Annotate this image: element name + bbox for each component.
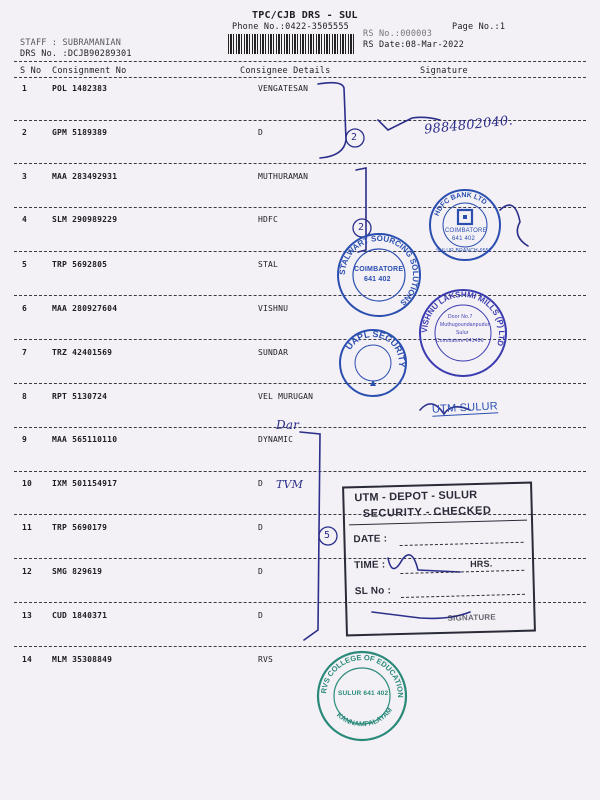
row-consignee: VISHNU [258,304,289,313]
hdfc-stamp-city: COIMBATORE [445,228,487,234]
column-header-sno: S No [20,66,42,76]
document-title: TPC/CJB DRS - SUL [252,10,358,21]
row-consignee: MUTHURAMAN [258,172,309,181]
row-consignee: D [258,128,264,137]
row-sno: 4 [22,215,28,224]
column-header-consignee: Consignee Details [240,66,331,76]
row-consignee: D [258,567,264,576]
row-consignment: SMG 829619 [52,567,103,576]
svg-text:KANNAMPALAYAM [335,707,394,728]
bracket-rows-9-13 [300,432,320,640]
row-consignee: VEL MURUGAN [258,392,314,401]
row-sno: 1 [22,84,28,93]
rs-date: RS Date:08-Mar-2022 [363,40,465,50]
uapl-security-stamp [338,328,408,398]
uapl-stamp-ring [338,328,408,398]
row-consignee: HDFC [258,215,279,224]
row-sno: 2 [22,128,28,137]
row-sno: 14 [22,655,33,664]
vishnu-stamp-ring-text: VISHNU LAKSHMI MILLS (P) LTD [419,289,507,348]
row-consignment: GPM 5189389 [52,128,108,137]
uapl-stamp-ring-text: UAPL SECURITY [343,328,408,368]
hdfc-stamp-code: 641 402 [452,236,476,242]
row-consignment: MAA 283492931 [52,172,118,181]
row-consignment: TRZ 42401569 [52,348,113,357]
handwritten-count: 2 [351,132,358,143]
row-consignee: DYNAMIC [258,435,294,444]
handwritten-count: 5 [324,530,331,541]
handwritten-initials: TVM [276,478,304,491]
row-consignment: MAA 280927604 [52,304,118,313]
signature-scribble [500,205,528,246]
hdfc-bank-stamp [428,188,502,262]
row-sno: 5 [22,260,28,269]
row-consignee: D [258,611,264,620]
stalwart-stamp-code: 641 402 [364,276,391,283]
row-consignment: TRP 5692805 [52,260,108,269]
row-consignment: MAA 565110110 [52,435,118,444]
vishnu-stamp-line: Sulur [456,330,469,336]
stalwart-stamp-city: COIMBATORE [354,266,404,273]
handwritten-initials: Dar [276,418,300,432]
rs-number: RS No.:000003 [363,29,433,39]
row-consignee: D [258,479,264,488]
utm-depot-sl-label: SL No : [354,585,392,598]
vishnu-stamp-line: Door No.7 [448,314,473,320]
rvs-college-stamp [316,650,408,742]
row-sno: 12 [22,567,33,576]
row-consignee: D [258,523,264,532]
rvs-stamp-city: SULUR 641 402 [338,690,389,697]
drs-number: DRS No. :DCJB90289301 [20,49,132,59]
utm-depot-subtitle: SECURITY - CHECKED [362,504,492,520]
handwritten-count: 2 [358,222,365,233]
bracket-rows-1-2 [318,83,346,158]
rvs-stamp-bottom: KANNAMPALAYAM [335,706,394,729]
row-consignment: POL 1482383 [52,84,108,93]
vishnu-lakshmi-stamp [418,288,508,378]
svg-text:UAPL SECURITY [344,329,408,368]
row-sno: 13 [22,611,33,620]
utm-depot-date-label: DATE : [353,533,388,546]
row-sno: 7 [22,348,28,357]
rvs-stamp-top: RVS COLLEGE OF EDUCATION [319,652,406,698]
stalwart-stamp-ring [336,232,422,318]
row-sno: 9 [22,435,28,444]
utm-sulur-stamp: UTM SULUR [431,400,499,416]
svg-text:HDFC BANK LTD [434,192,488,217]
phone-number: Phone No.:0422-3505555 [232,22,349,32]
staff-name: STAFF : SUBRAMANIAN [20,38,122,48]
row-consignee: STAL [258,260,279,269]
vishnu-stamp-line: Muthugoundanpudur [440,322,490,328]
utm-depot-hrs-label: HRS. [470,558,493,570]
page-number: Page No.:1 [452,22,506,32]
row-sno: 10 [22,479,33,488]
vishnu-stamp-line: Coimbatore-641406 [436,338,484,344]
row-consignee: VENGATESAN [258,84,309,93]
column-header-consignment: Consignment No [52,66,127,76]
row-sno: 6 [22,304,28,313]
handwritten-phone: 9884802040. [423,113,514,138]
hdfc-stamp-top: HDFC BANK LTD [433,191,488,218]
hdfc-stamp-bottom: SULUR BRANCH-9552 [436,248,492,254]
column-header-signature: Signature [420,66,468,76]
stalwart-stamp-ring-text: STALWART SOURCING SOLUTIONS [337,233,421,308]
stalwart-stamp [336,232,422,318]
row-consignment: CUD 1840371 [52,611,108,620]
utm-depot-time-label: TIME : [354,559,386,572]
row-consignment: MLM 35308849 [52,655,113,664]
row-consignment: RPT 5130724 [52,392,108,401]
row-consignment: IXM 501154917 [52,479,118,488]
row-consignee: RVS [258,655,274,664]
row-consignment: TRP 5690179 [52,523,108,532]
row-consignee: SUNDAR [258,348,289,357]
row-consignment: SLM 290989229 [52,215,118,224]
row-sno: 3 [22,172,28,181]
row-sno: 8 [22,392,28,401]
utm-depot-security-stamp [342,482,536,637]
utm-depot-title: UTM - DEPOT - SULUR [354,488,478,505]
utm-depot-signature-label: SIGNATURE [447,612,496,623]
row-sno: 11 [22,523,33,532]
